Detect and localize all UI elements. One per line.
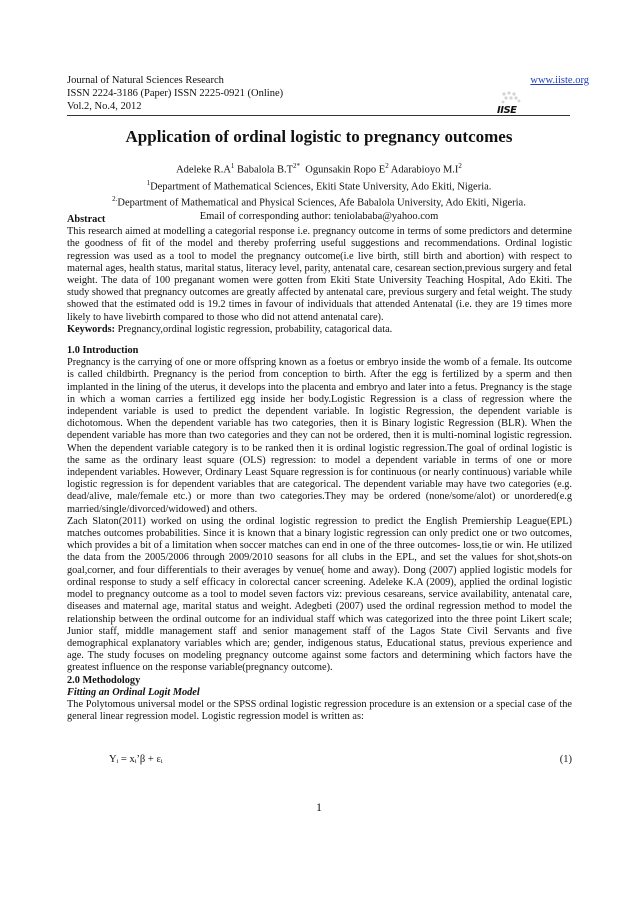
author-affiliation-mark: 2 (458, 162, 462, 170)
author-affiliation-mark: 2* (293, 162, 301, 170)
header-divider (67, 115, 570, 116)
paper-body (67, 214, 572, 723)
equation-number: (1) (559, 754, 572, 765)
author-affiliation-mark: 1 (230, 162, 235, 170)
keywords-text: Pregnancy,ordinal logistic regression, probability, catagorical data. (115, 323, 393, 335)
page-number: 1 (316, 800, 322, 814)
affiliation-1: $^1$Department of Mathematical Sciences, Ekiti State University, Ado Ekiti, Nigeria. (146, 178, 492, 192)
methodology-subheading: Fitting an Ordinal Logit Model (67, 686, 200, 698)
journal-volume: Vol.2, No.4, 2012 (67, 101, 142, 112)
journal-url-link[interactable]: www.iiste.org (530, 75, 589, 86)
journal-header (67, 74, 589, 113)
introduction-paragraph-2: Zach Slaton(2011) worked on using the ordinal logistic regression to predict the English Premiership League(EPL) matches outcomes probabilities. Since it is known that a binary logistic regression can only predict one or two outcomes, which provides a bit of a limitation when soccer matches can end in one of the three outcomes- loss,tie or win. He utilized the data from the 2005/2006 through 2009/2010 seasons for all clubs in the EPL, and set the values for shot,shots-on goal,corner, and four differentials to their averages by venue( home and away). Dong (2007) applied logistic models for ordinal response to study a self efficacy in colorectal cancer screening. Adeleke K.A (2009), applied the ordinal logistic model to pregnancy outcome as a tool to model seven factors viz: previous cesareans, service availability, antenatal care, diseases and maternal age, marital status and weight. Adegbeti (2007) used the ordinal regression method to model the relationship between the ordinal outcome for an individual staff which was categorized into the three point Likert scale; Junior staff, middle management staff and senior management staff of the Lagos State Civil Servants and five demographical explanatory variables which are; gender, indigenous status, Educational status, previous experience and age. The study focuses on modeling pregnancy outcome against some factors and determining which factors have the greatest influence on the response variable(pregnancy outcome). (67, 515, 572, 674)
author-name: Adeleke R.A (176, 164, 231, 176)
introduction-heading: 1.0 Introduction (67, 345, 139, 357)
abstract-text: This research aimed at modelling a categorial response i.e. pregnancy outcome in terms of some predictors and determine the goodness of fit of the model and thereby proferring useful suggestions and recommendations. Ordinal logistic regression was used as a tool to model the pregnancy outcome(i.e live birth, still birth and abortion) with respect to maternal ages, health status, marital status, literacy level, parity, antenatal care, cesarean section,previous surgery and fetal weight. The data of 100 preganant women were gotten from Ekiti State University Teaching Hospital, Ado Ekiti. The study showed that pregnancy outcomes are greatly affected by antenatal care, previous surgery and fetal weight. The study showed that the estimated odd is 19.2 times in favour of individuals that attended Antenatal (i.e. they are 19 times more likely to have livebirth compared to those who did not attend antenatal care). (67, 226, 572, 323)
affiliation-2: $^{2.}$Department of Mathematical and Physical Sciences, Afe Babalola University, Ado Ekiti, Nigeria. (112, 195, 526, 209)
abstract-heading: Abstract (67, 214, 106, 225)
journal-name: Journal of Natural Sciences Research (67, 75, 224, 86)
keywords-label: Keywords: (67, 323, 116, 335)
author-name: Babalola B.T (237, 164, 294, 176)
iiste-logo-text: IISE (497, 105, 517, 116)
author-name: Adarabioyo M.I (390, 164, 459, 176)
introduction-paragraph-1: Pregnancy is the carrying of one or more offspring known as a foetus or embryo inside the womb of a female. Its outcome is called childbirth. Pregnancy is the period from conception to birth. After the egg is fertilized by a sperm and then implanted in the lining of the uterus, it develops into the placenta and embryo and later into a fetus. Pregnancy is the stage in which a woman carries a fertilized egg inside her body.Logistic Regression is a class of regression where the independent variable is used to predict the dependent variable. In logistic Regression, the dependent variable is dichotomous. When the dependent variable has two categories, then it is Binary logistic Regression (BLR). When the dependent variable has more than two categories and they can not be ordered, then it is multi-nominal logistic regression. When the dependent variable category is to be ranked then it is ordinal logistic regression.The goal of ordinal logistic is the same as the ordinary least square (OLS) regression: to model a dependent variable in terms of one or more independent variables. However, Ordinary Least Square regression is for continuous (or nearly continuous) variable while logistic regression is for dependent variables that are categorical. The dependent variable may have two categories (e.g. dead/alive, male/female etc.) or more than two categories.They may be ordered (none/some/alot) or unordered(e.g married/single/divorced/widowed) and others. (67, 357, 572, 515)
author-list (0, 160, 638, 177)
keywords-line (67, 324, 572, 336)
author-affiliation-mark: 2 (385, 162, 389, 170)
methodology-text: The Polytomous universal model or the SPSS ordinal logistic regression procedure is an extension or a special case of the general linear regression model. Logistic regression model is written as: (67, 698, 572, 723)
author-name: Ogunsakin Ropo E (305, 164, 386, 176)
methodology-heading: 2.0 Methodology (67, 674, 141, 686)
corresponding-email: Email of corresponding author: teniolababa@yahoo.com (199, 210, 439, 222)
equation-expression: Yᵢ = xᵢ’β + εᵢ (109, 754, 163, 765)
paper-title: Application of ordinal logistic to pregnancy outcomes (125, 127, 513, 146)
journal-issn: ISSN 2224-3186 (Paper) ISSN 2225-0921 (Online) (67, 88, 284, 99)
